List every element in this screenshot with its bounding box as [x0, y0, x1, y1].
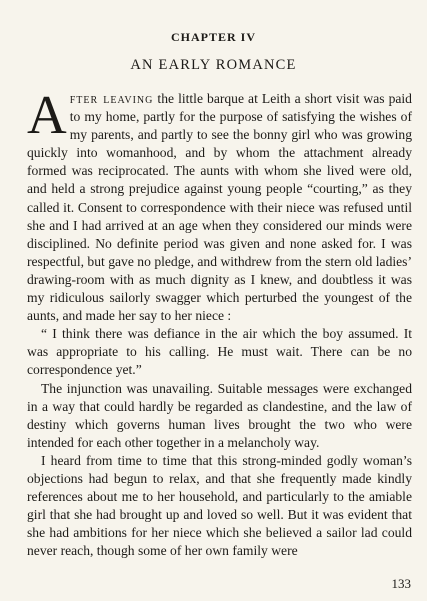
chapter-label: CHAPTER IV [170, 30, 256, 44]
paragraph-1 [27, 84, 412, 325]
body-text [27, 84, 412, 560]
paragraph-3: The injunction was unavailing. Suitable messages were exchanged in a way that could hardly be regarded as clandestine, and the law of destiny which governs human lives brought the two who were intended for each other together in a melancholy way. [27, 380, 412, 450]
paragraph-4: I heard from time to time that this strong-minded godly woman’s objections had begun to relax, and that she frequently made kindly references about me to her household, and particularly to the amiable girl that she had brought up and loved so well. But it was evident that she had ambitions for her niece which she believed a sailor lad could never reach, though some of her own family were [27, 452, 412, 559]
paragraph-2: “ I think there was defiance in the air which the boy assumed. It was appropriate to his calling. He must wait. There can be no correspondence yet.” [27, 326, 412, 378]
opening-small-caps: fter leaving [69, 91, 154, 106]
chapter-title: AN EARLY ROMANCE [130, 57, 297, 73]
page-number: 133 [391, 576, 411, 591]
paragraph-1-text: the little barque at Leith a short visit was paid to my home, partly for the purpose of satisfying the wishes of my parents, and partly to see the bonny girl who was growing quickly into womanhood, and by whom the attachment already formed was reciprocated. The aunts with whom she lived were old, and held a strong prejudice against young people “courting,” as they called it. Consent to correspondence with their niece was refused until she and I had arrived at an age when they considered our minds were disciplined. No definite period was given and none asked for. I was respectful, but gave no pledge, and withdrew from the stern old ladies’ drawing-room with as much dignity as I knew, and doubtless it was my ridiculous sailorly swagger which perturbed the youngest of the aunts, and made her say to her niece : [27, 91, 412, 324]
drop-cap: A [27, 84, 67, 145]
